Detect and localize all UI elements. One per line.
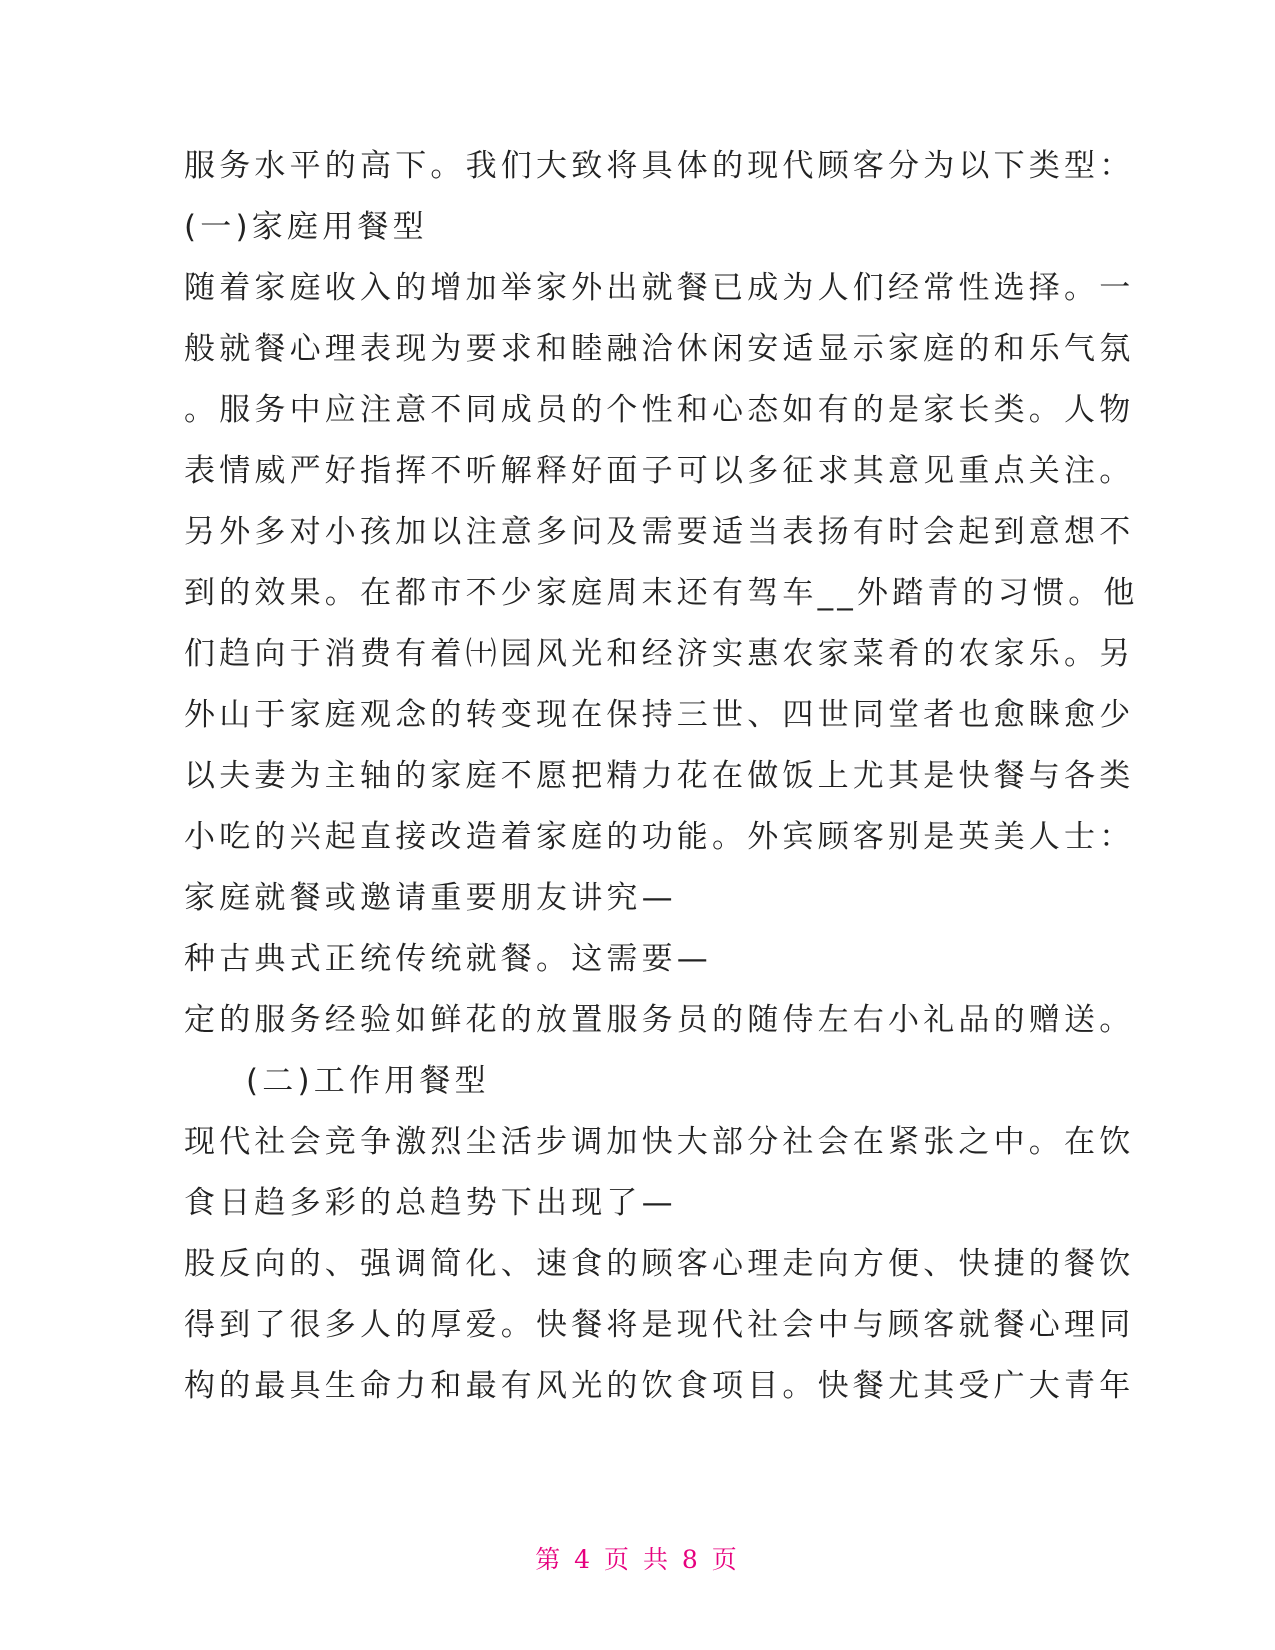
paragraph-line: 得到了很多人的厚爱。快餐将是现代社会中与顾客就餐心理同	[184, 1307, 1135, 1343]
section-heading-family-dining: (一)家庭用餐型	[184, 209, 428, 245]
paragraph-line: 小吃的兴起直接改造着家庭的功能。外宾顾客别是英美人士：	[184, 819, 1135, 855]
paragraph-line: 以夫妻为主轴的家庭不愿把精力花在做饭上尤其是快餐与各类	[184, 758, 1135, 794]
paragraph-line: 另外多对小孩加以注意多问及需要适当表扬有时会起到意想不	[184, 514, 1135, 550]
paragraph-line: 。服务中应注意不同成员的个性和心态如有的是家长类。人物	[184, 392, 1135, 428]
paragraph-line: 随着家庭收入的增加举家外出就餐已成为人们经常性选择。一	[184, 270, 1135, 306]
section-heading-work-dining: (二)工作用餐型	[246, 1063, 490, 1099]
paragraph-line: 现代社会竞争激烈尘活步调加快大部分社会在紧张之中。在饮	[184, 1124, 1135, 1160]
paragraph-line: 般就餐心理表现为要求和睦融洽休闲安适显示家庭的和乐气氛	[184, 331, 1135, 367]
paragraph-line: 外山于家庭观念的转变现在保持三世、四世同堂者也愈睐愈少	[184, 697, 1135, 733]
page-number-footer: 第 4 页 共 8 页	[535, 1545, 740, 1574]
paragraph-line: 食日趋多彩的总趋势下出现了—	[184, 1185, 677, 1221]
paragraph-line: 服务水平的高下。我们大致将具体的现代顾客分为以下类型：	[184, 148, 1135, 184]
paragraph-line: 表情威严好指挥不听解释好面子可以多征求其意见重点关注。	[184, 453, 1135, 489]
paragraph-line: 们趋向于消费有着㈩园风光和经济实惠农家菜肴的农家乐。另	[184, 636, 1135, 672]
paragraph-line: 定的服务经验如鲜花的放置服务员的随侍左右小礼品的赠送。	[184, 1002, 1135, 1038]
paragraph-line: 到的效果。在都市不少家庭周末还有驾车__外踏青的习惯。他	[184, 575, 1139, 611]
paragraph-line: 股反向的、强调简化、速食的顾客心理走向方便、快捷的餐饮	[184, 1246, 1135, 1282]
paragraph-line: 种古典式正统传统就餐。这需要—	[184, 941, 712, 977]
paragraph-line: 构的最具生命力和最有风光的饮食项目。快餐尤其受广大青年	[184, 1368, 1135, 1404]
paragraph-line: 家庭就餐或邀请重要朋友讲究—	[184, 880, 677, 916]
